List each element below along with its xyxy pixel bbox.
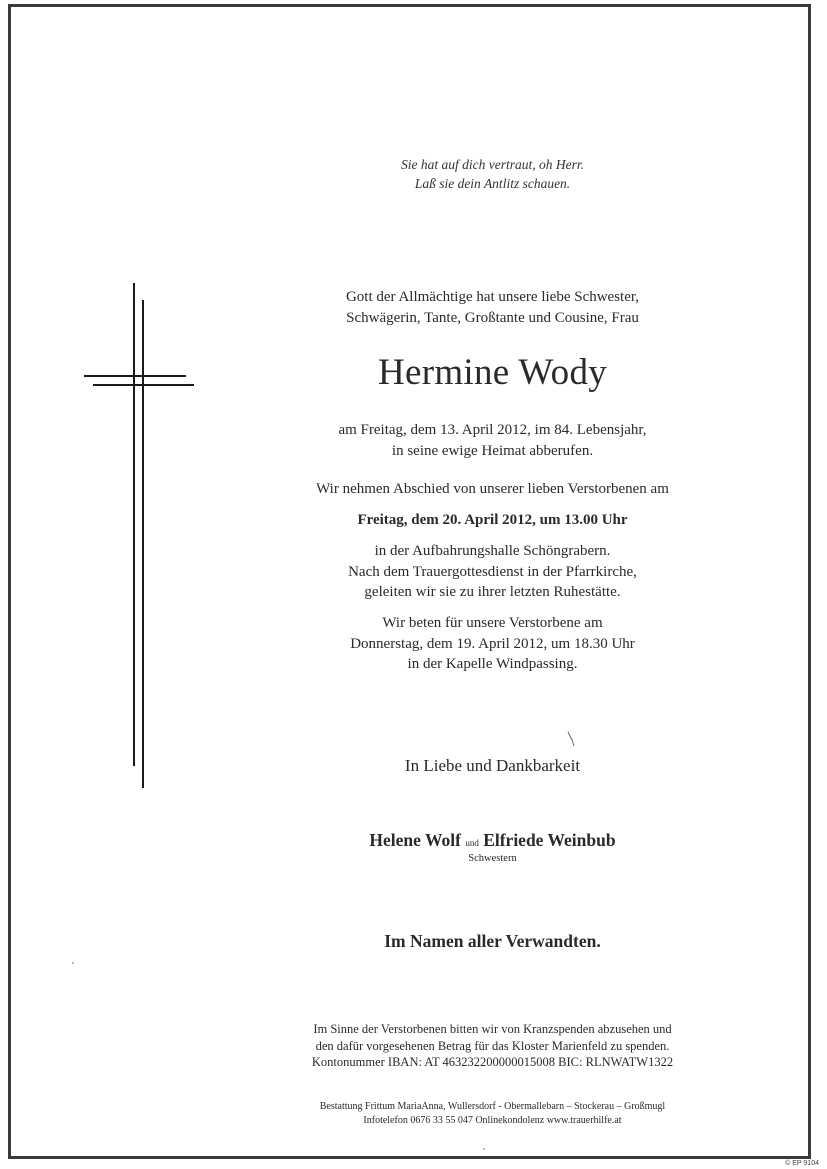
verse-line: Laß sie dein Antlitz schauen. (414, 176, 571, 191)
closing-phrase: In Liebe und Dankbarkeit (404, 756, 581, 775)
stray-mark (566, 730, 576, 750)
donation-line: den dafür vorgesehenen Betrag für das Kloster Marienfeld zu spenden. (315, 1038, 670, 1053)
funeral-place (230, 541, 755, 603)
announcement-intro (230, 287, 755, 328)
signer-name: Helene Wolf (369, 830, 461, 850)
scan-speck (72, 962, 74, 964)
prayer-notice (230, 613, 755, 675)
signer-connector: und (465, 838, 479, 848)
undertaker-line: Bestattung Frittum MariaAnna, Wullersdorf - Obermallebarn – Stockerau – Großmugl (319, 1101, 666, 1112)
donation-notice (230, 1021, 755, 1071)
funeral-place-line: Nach dem Trauergottesdienst in der Pfarrkirche, (348, 563, 637, 580)
cross-icon (84, 283, 194, 788)
signers (230, 829, 755, 854)
death-line: am Freitag, dem 13. April 2012, im 84. Lebensjahr, (338, 422, 647, 438)
deceased-name: Hermine Wody (377, 352, 608, 393)
prayer-line: Donnerstag, dem 19. April 2012, um 18.30 Uhr (350, 635, 635, 652)
relatives-line: Im Namen aller Verwandten. (384, 931, 601, 951)
verse-line: Sie hat auf dich vertraut, oh Herr. (401, 157, 584, 172)
undertaker-info (230, 1100, 755, 1128)
undertaker-line: Infotelefon 0676 33 55 047 Onlinekondolenz www.trauerhilfe.at (363, 1115, 622, 1126)
funeral-datetime: Freitag, dem 20. April 2012, um 13.00 Uhr (357, 512, 628, 528)
prayer-line: in der Kapelle Windpassing. (407, 656, 578, 672)
donation-line: Kontonummer IBAN: AT 463232200000015008 BIC: RLNWATW1322 (311, 1055, 674, 1069)
funeral-place-line: in der Aufbahrungshalle Schöngrabern. (374, 543, 611, 559)
prayer-line: Wir beten für unsere Verstorbene am (382, 615, 603, 631)
death-notice (230, 420, 755, 461)
death-line: in seine ewige Heimat abberufen. (391, 442, 594, 459)
intro-line: Schwägerin, Tante, Großtante und Cousine, Frau (346, 309, 639, 326)
bible-verse (230, 155, 755, 193)
funeral-place-line: geleiten wir sie zu ihrer letzten Ruhestätte. (364, 584, 621, 600)
signer-relation: Schwestern (468, 853, 517, 864)
copyright-notice: © EP 9104 (785, 1160, 819, 1167)
donation-line: Im Sinne der Verstorbenen bitten wir von Kranzspenden abzusehen und (313, 1022, 672, 1036)
farewell-text: Wir nehmen Abschied von unserer lieben Verstorbenen am (316, 481, 669, 497)
scan-speck (483, 1148, 485, 1150)
intro-line: Gott der Allmächtige hat unsere liebe Schwester, (345, 289, 640, 305)
signer-name: Elfriede Weinbub (483, 830, 616, 850)
